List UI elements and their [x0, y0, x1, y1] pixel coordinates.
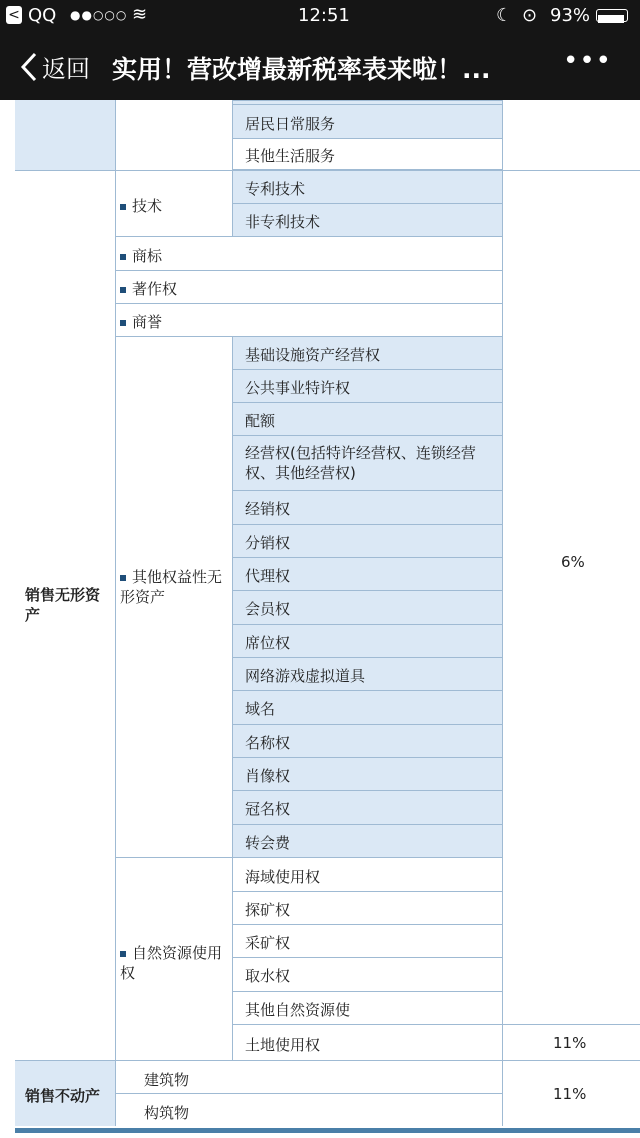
row-label: 其他生活服务 [245, 147, 336, 165]
tax-rate-table [0, 100, 640, 1138]
back-app-icon[interactable]: < [6, 6, 22, 24]
table-row [232, 991, 502, 1024]
orientation-lock-icon: ⊙ [522, 5, 538, 26]
table-cell [15, 100, 115, 170]
status-bar [0, 0, 640, 32]
table-row [115, 1060, 502, 1093]
table-row [115, 236, 502, 270]
table-row [232, 590, 502, 624]
table-row [232, 924, 502, 957]
table-row [232, 138, 502, 170]
table-row [232, 203, 502, 236]
table-row [232, 690, 502, 724]
carrier-label: QQ [28, 5, 57, 26]
rate-value: 11% [553, 1034, 587, 1052]
table-row [232, 336, 502, 369]
row-label: 公共事业特许权 [245, 379, 351, 397]
table-row [232, 435, 502, 490]
table-row [232, 857, 502, 891]
row-label: 海域使用权 [245, 868, 321, 886]
row-label: 冠名权 [245, 800, 291, 818]
row-label: 基础设施资产经营权 [245, 346, 381, 364]
row-label: 著作权 [132, 280, 178, 298]
nav-bar [0, 32, 640, 100]
row-label: 探矿权 [245, 901, 291, 919]
bullet-icon [120, 204, 126, 210]
row-label: 其他自然资源使 [245, 1001, 351, 1019]
table-row [115, 303, 502, 336]
row-label: 分销权 [245, 534, 291, 552]
rate-cell [502, 170, 640, 1024]
chevron-left-icon [20, 52, 38, 82]
table-row [232, 369, 502, 402]
row-label: 非专利技术 [245, 213, 321, 231]
battery-icon [596, 9, 628, 22]
row-label: 名称权 [245, 734, 291, 752]
row-label: 经销权 [245, 500, 291, 518]
row-label: 会员权 [245, 600, 291, 618]
bullet-icon [120, 254, 126, 260]
row-label: 取水权 [245, 967, 291, 985]
category-cell [15, 170, 115, 1060]
table-bottom-border [15, 1128, 640, 1133]
row-label: 配额 [245, 412, 276, 430]
subcategory-label: 技术 [132, 197, 163, 215]
table-row [115, 1093, 502, 1126]
table-row [232, 891, 502, 924]
table-row [232, 524, 502, 557]
subcategory-label: 自然资源使用权 [120, 944, 223, 982]
table-row [232, 957, 502, 991]
clock: 12:51 [298, 5, 350, 26]
row-label: 专利技术 [245, 180, 306, 198]
table-row [232, 557, 502, 590]
rate-cell [502, 1024, 640, 1060]
table-row [232, 790, 502, 824]
back-button[interactable] [20, 49, 90, 84]
category-cell [15, 1060, 115, 1126]
row-label: 转会费 [245, 834, 291, 852]
row-label: 商标 [132, 247, 163, 265]
category-label: 销售无形资产 [25, 586, 101, 624]
table-row [232, 657, 502, 690]
bullet-icon [120, 287, 126, 293]
table-row [232, 724, 502, 757]
rate-cell [502, 1060, 640, 1126]
table-row [232, 402, 502, 435]
table-row [232, 170, 502, 203]
table-cell [115, 100, 232, 170]
battery-percent: 93% [550, 5, 591, 26]
row-label: 居民日常服务 [245, 115, 336, 133]
row-label: 土地使用权 [245, 1036, 321, 1054]
table-row [115, 270, 502, 303]
table-row [232, 104, 502, 138]
rate-value: 11% [553, 1085, 587, 1103]
table-cell [502, 100, 503, 170]
category-label: 销售不动产 [25, 1087, 101, 1105]
wifi-icon: ≋ [132, 4, 148, 25]
table-row [232, 1024, 502, 1060]
row-label: 席位权 [245, 634, 291, 652]
row-label: 建筑物 [144, 1071, 190, 1089]
row-label: 经营权(包括特许经营权、连锁经营权、其他经营权) [245, 444, 476, 482]
signal-icon: ●●○○○ [70, 8, 128, 22]
row-label: 商誉 [132, 313, 163, 331]
table-row [232, 624, 502, 657]
row-label: 域名 [245, 700, 276, 718]
page-title: 实用！营改增最新税率表来啦！... [112, 55, 491, 84]
row-label: 构筑物 [144, 1104, 190, 1122]
subcategory-cell [115, 170, 232, 236]
row-label: 肖像权 [245, 767, 291, 785]
subcategory-cell [115, 336, 232, 857]
subcategory-label: 其他权益性无形资产 [120, 568, 223, 606]
table-row [232, 490, 502, 524]
more-icon[interactable]: ••• [562, 46, 612, 76]
bullet-icon [120, 951, 126, 957]
table-row [232, 757, 502, 790]
row-label: 网络游戏虚拟道具 [245, 667, 366, 685]
bullet-icon [120, 320, 126, 326]
rate-value: 6% [561, 553, 585, 571]
dnd-icon: ☾ [496, 5, 513, 26]
row-label: 采矿权 [245, 934, 291, 952]
subcategory-cell [115, 857, 232, 1060]
table-row [232, 824, 502, 857]
bullet-icon [120, 575, 126, 581]
row-label: 代理权 [245, 567, 291, 585]
back-label: 返回 [42, 55, 90, 83]
